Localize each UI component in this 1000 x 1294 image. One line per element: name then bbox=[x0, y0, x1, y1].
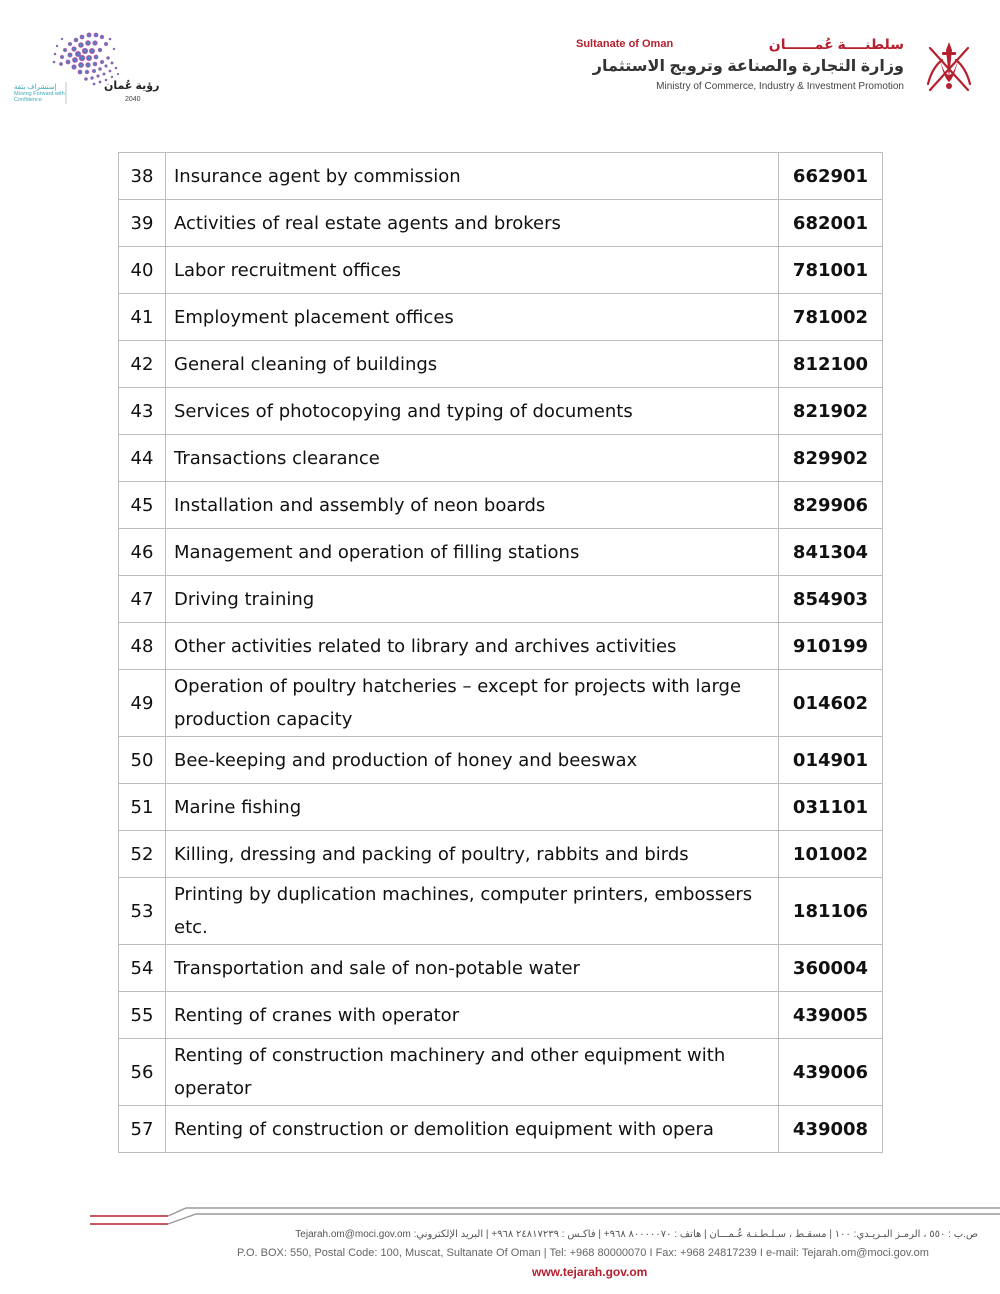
activity-name: Management and operation of filling stations bbox=[166, 529, 779, 576]
row-number: 47 bbox=[119, 576, 166, 623]
table-row bbox=[119, 737, 883, 784]
activity-name: Activities of real estate agents and brokers bbox=[166, 200, 779, 247]
activity-name: Printing by duplication machines, computer printers, embossers etc. bbox=[166, 878, 779, 945]
sultanate-arabic: سلطنــــة عُمــــــان bbox=[768, 36, 904, 52]
activities-table-body bbox=[119, 153, 883, 1153]
row-number: 51 bbox=[119, 784, 166, 831]
activity-name: Employment placement offices bbox=[166, 294, 779, 341]
activity-name: Renting of construction or demolition equipment with opera bbox=[166, 1106, 779, 1153]
row-number: 49 bbox=[119, 670, 166, 737]
activity-code: 101002 bbox=[779, 831, 883, 878]
activity-name: Other activities related to library and archives activities bbox=[166, 623, 779, 670]
activity-code: 812100 bbox=[779, 341, 883, 388]
table-row bbox=[119, 294, 883, 341]
vision-tagline-english: Moving Forward with Confidence bbox=[14, 91, 65, 103]
activity-name: Transactions clearance bbox=[166, 435, 779, 482]
activity-name: General cleaning of buildings bbox=[166, 341, 779, 388]
row-number: 54 bbox=[119, 945, 166, 992]
table-row bbox=[119, 200, 883, 247]
activity-code: 841304 bbox=[779, 529, 883, 576]
ministry-name-english: Ministry of Commerce, Industry & Investment Promotion bbox=[656, 81, 904, 92]
activity-code: 854903 bbox=[779, 576, 883, 623]
table-row bbox=[119, 388, 883, 435]
activity-code: 662901 bbox=[779, 153, 883, 200]
row-number: 41 bbox=[119, 294, 166, 341]
footer-decorative-lines bbox=[0, 1196, 1000, 1232]
activity-code: 439006 bbox=[779, 1039, 883, 1106]
footer-address-arabic: ص.ب : ٥٥٠ ، الرمـز البـريـدي: ١٠٠ | مسقـط ، سـلـطـنـة عُـمـــان | هاتف : ٨٠٠٠٠٠٧٠ ٩٦٨+ | فاكـس : ٢٤٨١٧٢٣٩ ٩٦٨+ | البريد الإلكتروني: Tejarah.om@moci.gov.om bbox=[295, 1229, 978, 1240]
activity-name: Renting of construction machinery and other equipment with operator bbox=[166, 1039, 779, 1106]
table-row bbox=[119, 247, 883, 294]
activity-code: 829906 bbox=[779, 482, 883, 529]
row-number: 48 bbox=[119, 623, 166, 670]
activity-code: 360004 bbox=[779, 945, 883, 992]
row-number: 43 bbox=[119, 388, 166, 435]
activity-code: 031101 bbox=[779, 784, 883, 831]
activity-code: 014901 bbox=[779, 737, 883, 784]
activity-code: 682001 bbox=[779, 200, 883, 247]
activity-code: 910199 bbox=[779, 623, 883, 670]
vision-tagline-arabic: إستشراف بثقة bbox=[14, 84, 57, 91]
row-number: 56 bbox=[119, 1039, 166, 1106]
row-number: 50 bbox=[119, 737, 166, 784]
activity-name: Services of photocopying and typing of documents bbox=[166, 388, 779, 435]
table-row bbox=[119, 670, 883, 737]
row-number: 42 bbox=[119, 341, 166, 388]
table-row bbox=[119, 784, 883, 831]
activity-name: Driving training bbox=[166, 576, 779, 623]
table-row bbox=[119, 992, 883, 1039]
row-number: 39 bbox=[119, 200, 166, 247]
activity-code: 781001 bbox=[779, 247, 883, 294]
row-number: 44 bbox=[119, 435, 166, 482]
activity-code: 821902 bbox=[779, 388, 883, 435]
ministry-header bbox=[574, 36, 904, 92]
activity-name: Marine fishing bbox=[166, 784, 779, 831]
activity-code: 781002 bbox=[779, 294, 883, 341]
row-number: 46 bbox=[119, 529, 166, 576]
row-number: 53 bbox=[119, 878, 166, 945]
table-row bbox=[119, 878, 883, 945]
sultanate-row bbox=[574, 36, 904, 54]
ministry-name-arabic: وزارة التجارة والصناعة وترويج الاستثمار bbox=[592, 58, 904, 75]
activity-name: Renting of cranes with operator bbox=[166, 992, 779, 1039]
activity-code: 181106 bbox=[779, 878, 883, 945]
table-row bbox=[119, 341, 883, 388]
activities-table bbox=[118, 152, 883, 1153]
footer-website-link[interactable]: www.tejarah.gov.om bbox=[532, 1265, 648, 1279]
activity-code: 014602 bbox=[779, 670, 883, 737]
table-row bbox=[119, 623, 883, 670]
table-row bbox=[119, 1039, 883, 1106]
table-row bbox=[119, 482, 883, 529]
row-number: 52 bbox=[119, 831, 166, 878]
table-row bbox=[119, 529, 883, 576]
table-row bbox=[119, 831, 883, 878]
table-row bbox=[119, 576, 883, 623]
row-number: 55 bbox=[119, 992, 166, 1039]
vision-arabic-title: رؤية عُمان bbox=[104, 80, 160, 92]
activity-name: Operation of poultry hatcheries – except for projects with large production capacity bbox=[166, 670, 779, 737]
row-number: 57 bbox=[119, 1106, 166, 1153]
row-number: 45 bbox=[119, 482, 166, 529]
footer-address-english: P.O. BOX: 550, Postal Code: 100, Muscat, Sultanate Of Oman | Tel: +968 80000070 I Fax: +968 24817239 I e-mail: Tejarah.om@moci.gov.om bbox=[237, 1247, 929, 1259]
activity-code: 439008 bbox=[779, 1106, 883, 1153]
table-row bbox=[119, 435, 883, 482]
oman-emblem-icon bbox=[922, 38, 976, 96]
vision-year: 2040 bbox=[125, 96, 141, 103]
activity-name: Insurance agent by commission bbox=[166, 153, 779, 200]
row-number: 40 bbox=[119, 247, 166, 294]
activity-name: Installation and assembly of neon boards bbox=[166, 482, 779, 529]
table-row bbox=[119, 945, 883, 992]
sultanate-english: Sultanate of Oman bbox=[576, 38, 674, 50]
row-number: 38 bbox=[119, 153, 166, 200]
activity-name: Labor recruitment offices bbox=[166, 247, 779, 294]
table-row bbox=[119, 153, 883, 200]
table-row bbox=[119, 1106, 883, 1153]
activity-code: 829902 bbox=[779, 435, 883, 482]
activity-name: Bee-keeping and production of honey and beeswax bbox=[166, 737, 779, 784]
activity-name: Killing, dressing and packing of poultry, rabbits and birds bbox=[166, 831, 779, 878]
activity-name: Transportation and sale of non-potable water bbox=[166, 945, 779, 992]
activity-code: 439005 bbox=[779, 992, 883, 1039]
